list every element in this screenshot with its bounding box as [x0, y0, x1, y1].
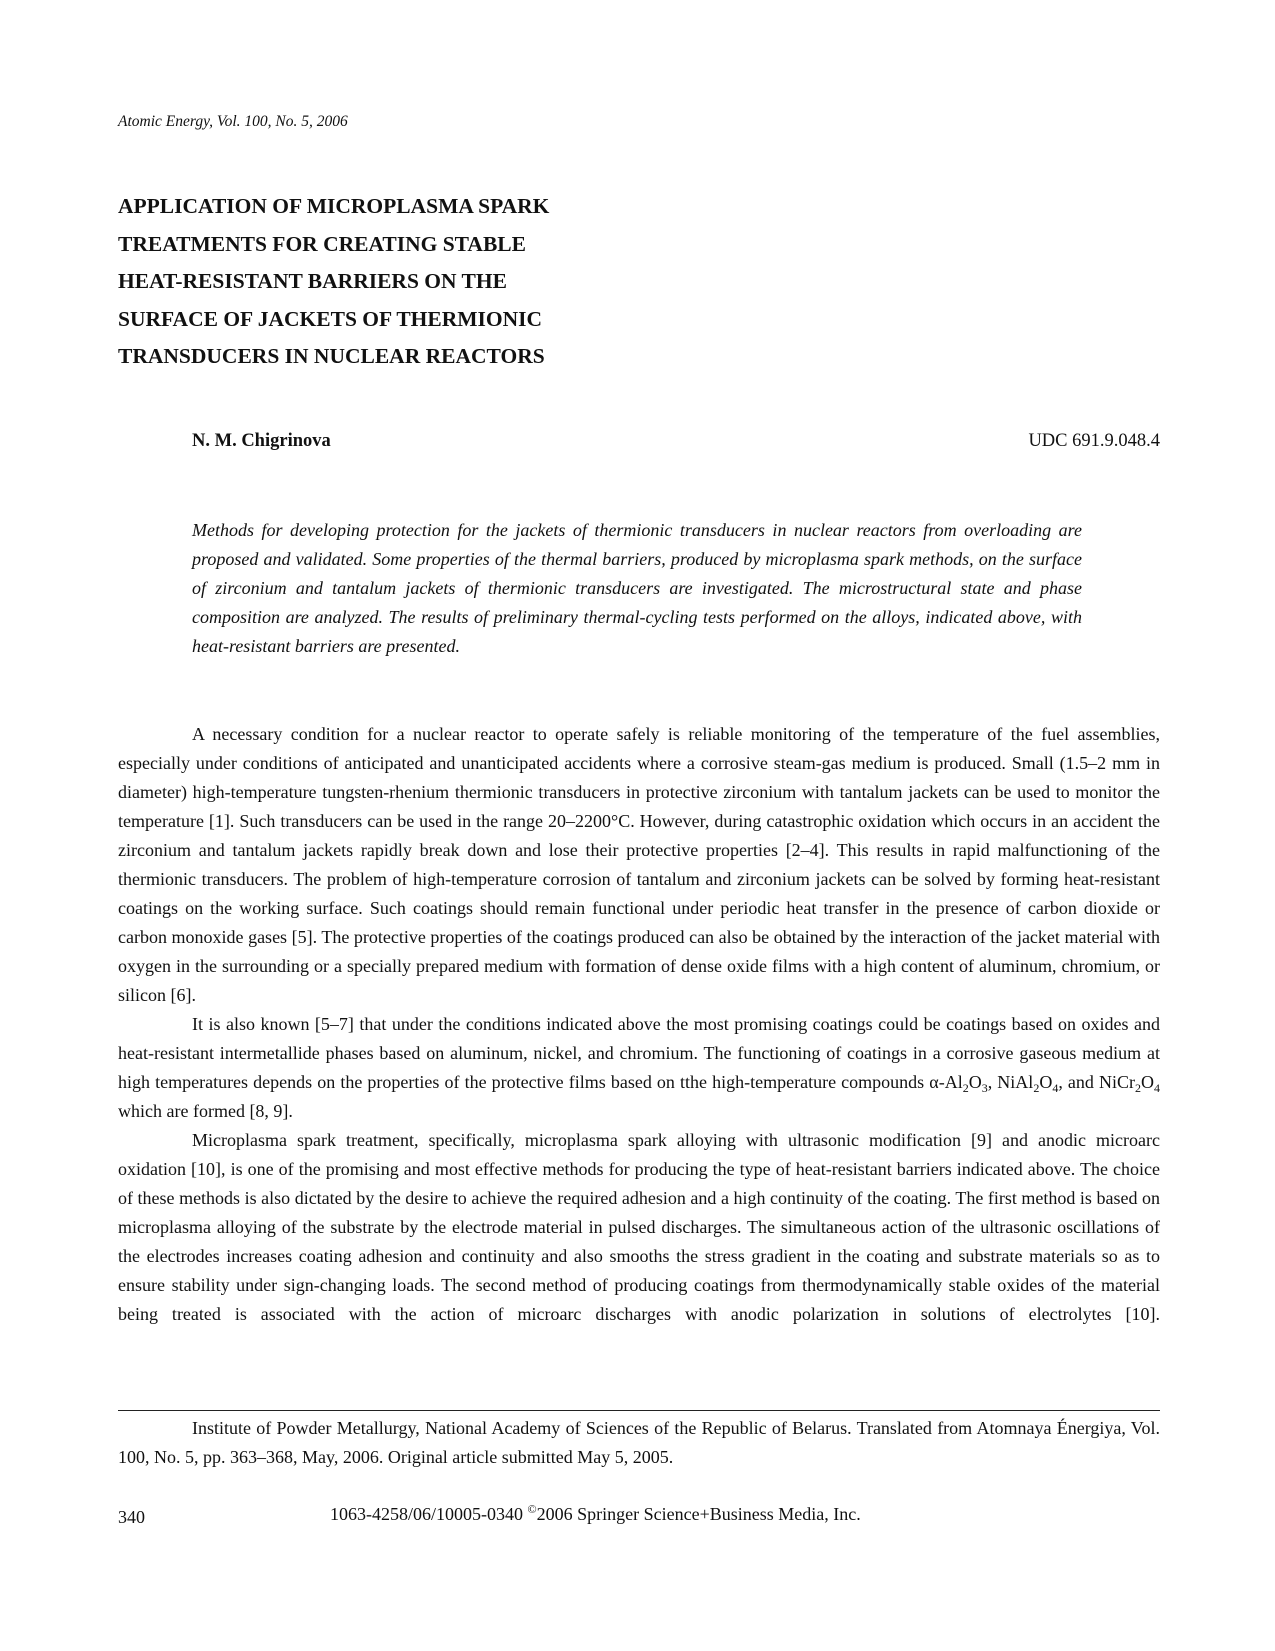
- page-number: 340: [118, 1507, 145, 1527]
- formula-part: O: [968, 1072, 982, 1092]
- formula-subscript: 2: [962, 1081, 969, 1095]
- formula-alpha-alumina: [929, 1072, 988, 1095]
- abstract: Methods for developing protection for the jackets of thermionic transducers in nuclear reactors from overloading are proposed and validated. Some properties of the thermal barriers, produced by microplasma spark methods, on the surface of zirconium and tantalum jackets of thermionic transducers are investigated. The microstructural state and phase composition are analyzed. The results of preliminary thermal-cycling tests performed on the alloys, indicated above, with heat-resistant barriers are presented.: [192, 520, 1082, 656]
- formula-subscript: 3: [981, 1081, 988, 1095]
- journal-citation: Atomic Energy, Vol. 100, No. 5, 2006: [118, 113, 348, 130]
- article-title: [118, 188, 678, 376]
- body-paragraph-1: A necessary condition for a nuclear reactor to operate safely is reliable monitoring of the temperature of the fuel assemblies, especially under conditions of anticipated and unanticipated accidents where a corrosive steam-gas medium is produced. Small (1.5–2 mm in diameter) high-temperature tungsten-rhenium thermionic transducers in protective zirconium with tantalum jackets can be used to monitor the temperature [1]. Such transducers can be used in the range 20–2200°C. However, during catastrophic oxidation which occurs in an accident the zirconium and tantalum jackets rapidly break down and lose their protective properties [2–4]. This results in rapid malfunctioning of the thermionic transducers. The problem of high-temperature corrosion of tantalum and zirconium jackets can be solved by forming heat-resistant coatings on the working surface. Such coatings should remain functional under periodic heat transfer in the presence of carbon dioxide or carbon monoxide gases [5]. The protective properties of the coatings produced can also be obtained by the interaction of the jacket material with oxygen in the surrounding or a specially prepared medium with formation of dense oxide films with a high content of aluminum, chromium, or silicon [6].: [118, 724, 1160, 1005]
- formula-part: , and NiCr: [1058, 1072, 1136, 1092]
- formula-part: O: [1141, 1072, 1155, 1092]
- udc-code: UDC 691.9.048.4: [1028, 431, 1160, 451]
- affiliation-footnote: Institute of Powder Metallurgy, National Academy of Sciences of the Republic of Belarus. Translated from Atomnaya Énergiya, Vol. 100, No. 5, pp. 363–368, May, 2006. Original article submitted May 5, 2005.: [118, 1418, 1160, 1467]
- formula-subscript: 2: [1033, 1081, 1040, 1095]
- title-line: TREATMENTS FOR CREATING STABLE: [118, 231, 526, 256]
- body-paragraph-3: Microplasma spark treatment, specifically, microplasma spark alloying with ultrasonic modification [9] and anodic microarc oxidation [10], is one of the promising and most effective methods for producing the type of heat-resistant barriers indicated above. The choice of these methods is also dictated by the desire to achieve the required adhesion and a high continuity of the coating. The first method is based on microplasma alloying of the substrate by the electrode material in pulsed discharges. The simultaneous action of the ultrasonic oscillations of the electrodes increases coating adhesion and continuity and also smooths the stress gradient in the coating and substrate materials so as to ensure stability under sign-changing loads. The second method of producing coatings from thermodynamically stable oxides of the material being treated is associated with the action of microarc discharges with anodic polarization in solutions of electrolytes [10].: [118, 1130, 1160, 1324]
- paragraph-text: which are formed [8, 9].: [118, 1101, 293, 1121]
- formula-subscript: 2: [1135, 1081, 1142, 1095]
- article-body: [118, 720, 1160, 1329]
- formula-subscript: 4: [1052, 1081, 1059, 1095]
- title-line: SURFACE OF JACKETS OF THERMIONIC: [118, 306, 543, 331]
- copyright-symbol: ©: [527, 1502, 537, 1516]
- formula-subscript: 4: [1154, 1081, 1161, 1095]
- paragraph-text: It is also known [5–7] that under the conditions indicated above the most promising coatings could be coatings based on oxides and heat-resistant intermetallide phases based on aluminum, nickel, and chromium. The functioning of coatings in a corrosive gaseous medium at high temperatures depends on the properties of the protective films based on tthe high-temperature compounds: [118, 1014, 1160, 1092]
- title-line: HEAT-RESISTANT BARRIERS ON THE: [118, 269, 507, 293]
- formula-part: O: [1039, 1072, 1053, 1092]
- copyright-line: [330, 1502, 861, 1525]
- formula-part: , NiAl: [987, 1072, 1034, 1092]
- formula-part: α-Al: [929, 1072, 963, 1092]
- body-paragraph-2: [118, 1010, 1160, 1126]
- formula-nickel-aluminate: [987, 1072, 1059, 1095]
- footnote-divider: [118, 1410, 1160, 1411]
- copyright-text: 2006 Springer Science+Business Media, Inc.: [536, 1504, 861, 1524]
- issn-code: 1063-4258/06/10005-0340: [330, 1504, 528, 1524]
- formula-nickel-chromite: [1058, 1072, 1161, 1095]
- title-line: APPLICATION OF MICROPLASMA SPARK: [118, 194, 550, 218]
- author-name: N. M. Chigrinova: [192, 431, 331, 451]
- title-line: TRANSDUCERS IN NUCLEAR REACTORS: [118, 344, 545, 368]
